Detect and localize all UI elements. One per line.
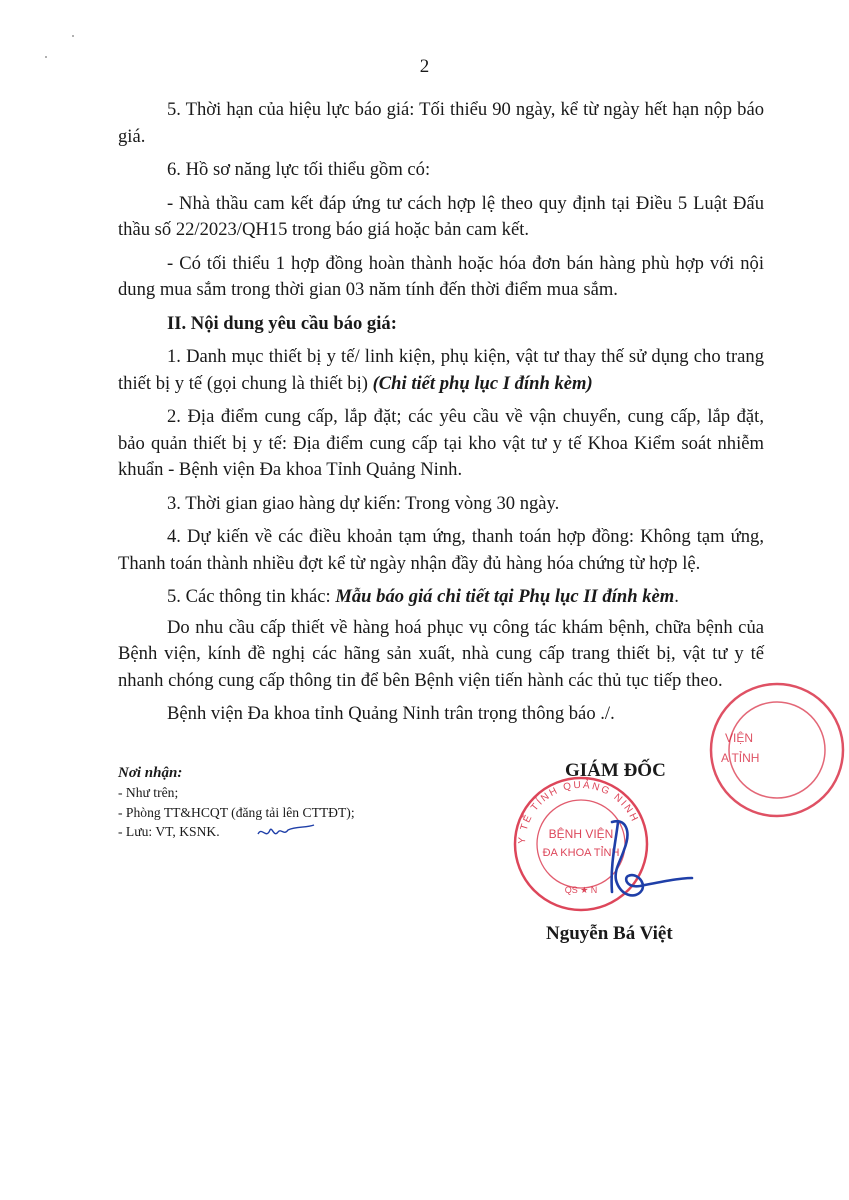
item-5-end: . (674, 586, 679, 607)
recipient-line: - Phòng TT&HCQT (đăng tải lên CTTĐT); (118, 804, 355, 820)
closing-request: Do nhu cầu cấp thiết về hàng hoá phục vụ công tác khám bệnh, chữa bệnh của Bệnh viện, kính đề nghị các hãng sản xuất, nhà cung cấp trang thiết bị, vật tư y tế nhanh chóng cung cấp thông tin để bên Bệnh viện tiến hành các thủ tục tiếp theo. (118, 616, 764, 691)
handwritten-initials (256, 822, 316, 844)
recipient-line: - Lưu: VT, KSNK. (118, 824, 220, 839)
closing-notice: Bệnh viện Đa khoa tỉnh Quảng Ninh trân trọng thông báo ./. (167, 703, 615, 724)
section-2-item-3: 3. Thời gian giao hàng dự kiến: Trong vòng 30 ngày. (167, 492, 560, 514)
item-5-validity: 5. Thời hạn của hiệu lực báo giá: Tối thiểu 90 ngày, kể từ ngày hết hạn nộp báo giá. (118, 99, 764, 147)
stamp-line2: ĐA KHOA TỈNH (542, 847, 620, 859)
section-2-item-5 (118, 584, 764, 611)
page-number: 2 (419, 56, 430, 77)
signer-title: GIÁM ĐỐC (565, 760, 666, 781)
appendix-2-note: Mẫu báo giá chi tiết tại Phụ lục II đính kèm (335, 586, 675, 607)
item-6-contract: - Có tối thiểu 1 hợp đồng hoàn thành hoặc hóa đơn bán hàng phù hợp với nội dung mua sắm trong thời gian 03 năm tính đến thời điểm mua sắm. (118, 252, 764, 300)
item-1-text: 1. Danh mục thiết bị y tế/ linh kiện, phụ kiện, vật tư thay thế sử dụng cho trang thiết bị y tế (gọi chung là thiết bị) (118, 346, 764, 394)
stamp-line1: BỆNH VIỆN (548, 827, 614, 841)
section-2-item-4: 4. Dự kiến về các điều khoản tạm ứng, thanh toán hợp đồng: Không tạm ứng, Thanh toán thành nhiều đợt kể từ ngày nhận đầy đủ hàng hóa chứng từ hợp lệ. (118, 526, 764, 574)
recipient-line: - Như trên; (118, 785, 179, 800)
section-2-item-1 (118, 344, 764, 397)
document-body (118, 97, 764, 735)
director-signature (580, 810, 700, 910)
item-5-text: 5. Các thông tin khác: (167, 586, 336, 607)
signer-name: Nguyễn Bá Việt (546, 923, 673, 944)
section-2-item-2: 2. Địa điểm cung cấp, lắp đặt; các yêu cầu về vận chuyển, cung cấp, lắp đặt, bảo quản thiết bị y tế: Địa điểm cung cấp tại kho vật tư y tế Khoa Kiểm soát nhiễm khuẩn - Bệnh viện Đa khoa Tỉnh Quảng Ninh. (118, 406, 764, 480)
item-6-capability: 6. Hồ sơ năng lực tối thiểu gồm có: (167, 159, 431, 180)
item-6-commitment: - Nhà thầu cam kết đáp ứng tư cách hợp lệ theo quy định tại Điều 5 Luật Đấu thầu số 22/2023/QH15 trong báo giá hoặc bản cam kết. (118, 192, 764, 240)
section-2-heading: II. Nội dung yêu cầu báo giá: (167, 312, 397, 334)
stamp-bottom: QS ★ N (564, 885, 598, 895)
partial-stamp (705, 678, 849, 822)
partial-stamp-line2: A TỈNH (721, 751, 760, 765)
stamp-ring-text: Y TẾ TỈNH QUẢNG NINH (516, 779, 641, 845)
partial-stamp-line1: VIỆN (725, 731, 754, 745)
scan-speck (72, 35, 74, 37)
appendix-1-note: (Chi tiết phụ lục I đính kèm) (372, 372, 593, 394)
recipients-title: Nơi nhận: (118, 765, 183, 781)
